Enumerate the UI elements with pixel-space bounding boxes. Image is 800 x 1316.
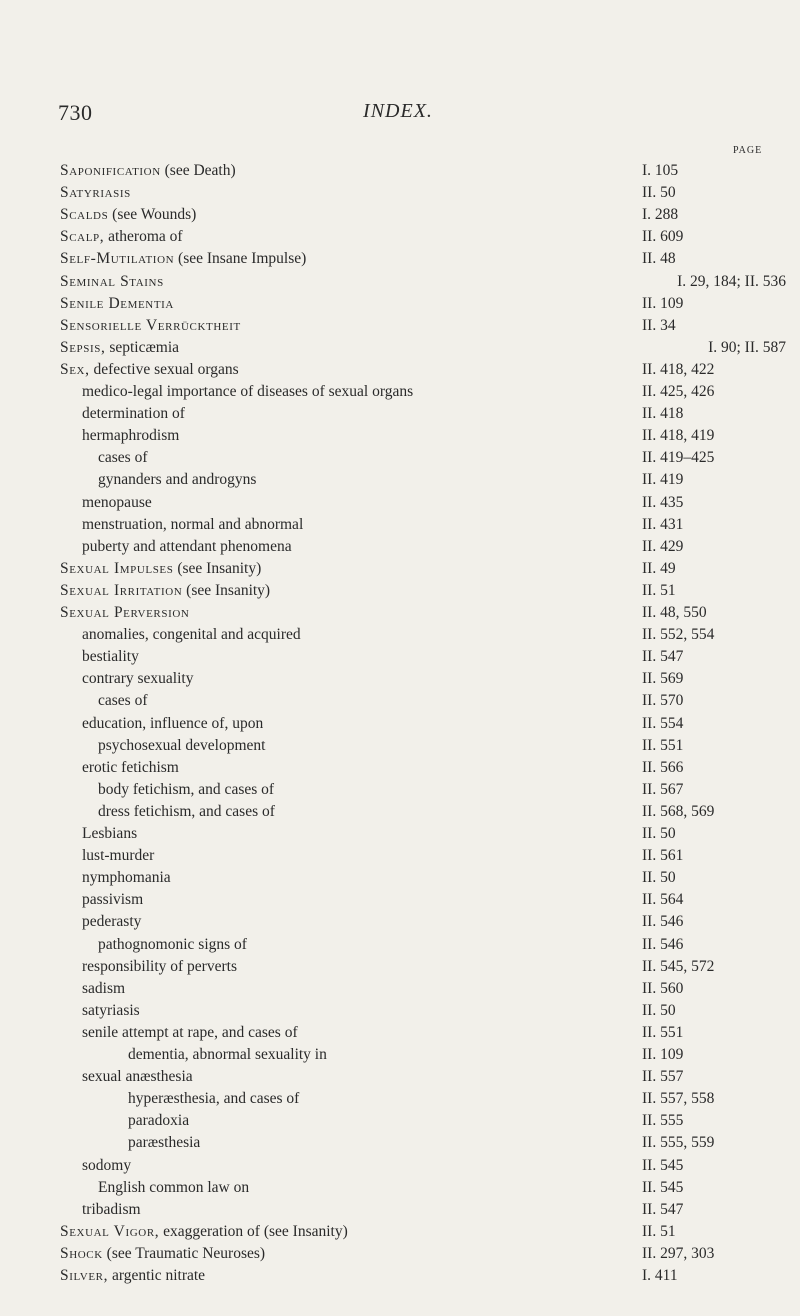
entry-term xyxy=(60,204,640,226)
entry-page-reference: II. 51 xyxy=(640,580,790,602)
index-entry xyxy=(0,359,800,381)
entry-text xyxy=(128,1112,192,1129)
entry-page-reference: II. 557, 558 xyxy=(640,1088,790,1110)
entry-heading: Senile Dementia xyxy=(60,294,174,312)
entry-page-reference: II. 50 xyxy=(640,182,790,204)
index-entry xyxy=(0,602,800,624)
entry-page-reference: II. 34 xyxy=(640,315,790,337)
entry-subtext: hermaphrodism xyxy=(82,427,180,445)
entry-text xyxy=(82,980,128,997)
entry-heading: Sensorielle Verrücktheit xyxy=(60,316,241,334)
entry-page-reference: II. 48, 550 xyxy=(640,602,790,624)
entry-text xyxy=(60,1223,351,1240)
entry-subtext: pederasty xyxy=(82,913,142,931)
entry-heading: Saponification xyxy=(60,162,161,179)
entry-term xyxy=(82,1000,640,1022)
entry-subtext: (see Death) xyxy=(160,162,236,179)
entry-page-reference: I. 411 xyxy=(640,1265,790,1287)
page-running-title: INDEX. xyxy=(363,100,433,122)
entry-subtext: body fetichism, and cases of xyxy=(98,780,275,798)
entry-term xyxy=(82,425,640,447)
entry-heading: Scalds xyxy=(60,206,109,224)
entry-term xyxy=(82,845,640,867)
entry-text xyxy=(82,1002,143,1019)
entry-term xyxy=(60,315,640,337)
index-entry xyxy=(0,1110,800,1132)
entry-term xyxy=(128,1088,640,1110)
entry-subtext: menstruation, normal and abnormal xyxy=(82,515,304,533)
index-entry xyxy=(0,337,800,359)
entry-page-reference: II. 557 xyxy=(640,1066,790,1088)
entry-term xyxy=(82,823,640,845)
entry-term xyxy=(98,735,640,757)
entry-term xyxy=(60,337,680,359)
entry-subtext: gynanders and androgyns xyxy=(98,471,257,489)
entry-subtext: dementia, abnormal sexuality in xyxy=(128,1046,327,1063)
entry-page-reference: II. 568, 569 xyxy=(640,801,790,823)
entry-subtext: erotic fetichism xyxy=(82,758,179,776)
entry-subtext: education, influence of, upon xyxy=(82,714,264,732)
entry-text xyxy=(98,1179,252,1196)
entry-subtext: sadism xyxy=(82,979,126,997)
entry-text xyxy=(82,626,304,643)
entry-heading: Sexual Irritation xyxy=(60,581,183,599)
entry-text xyxy=(82,891,146,908)
entry-term xyxy=(60,293,640,315)
entry-page-reference: II. 50 xyxy=(640,823,790,845)
entry-page-reference: II. 547 xyxy=(640,646,790,668)
entry-text xyxy=(82,958,240,975)
entry-page-reference: II. 545 xyxy=(640,1155,790,1177)
page-header xyxy=(58,100,738,130)
entry-subtext: cases of xyxy=(98,449,148,467)
index-entry xyxy=(0,492,800,514)
entry-page-reference: II. 48 xyxy=(640,248,790,270)
entry-text xyxy=(60,1245,268,1262)
entry-text xyxy=(60,317,244,334)
entry-subtext: pathognomonic signs of xyxy=(98,935,247,953)
entry-text xyxy=(98,692,151,709)
index-entry xyxy=(0,1177,800,1199)
entry-page-reference: II. 297, 303 xyxy=(640,1243,790,1265)
index-entry xyxy=(0,514,800,536)
entry-text xyxy=(82,1157,134,1174)
entry-heading: Sexual Perversion xyxy=(60,604,190,621)
entry-term xyxy=(60,602,640,624)
entry-heading: Sexual Impulses xyxy=(60,559,174,577)
entry-term xyxy=(82,403,640,425)
entry-term xyxy=(82,646,640,668)
entry-page-reference: II. 545, 572 xyxy=(640,956,790,978)
entry-page-reference: II. 425, 426 xyxy=(640,381,790,403)
entry-text xyxy=(98,737,268,754)
entry-subtext: puberty and attendant phenomena xyxy=(82,537,292,555)
entry-page-reference: II. 555 xyxy=(640,1110,790,1132)
entry-text xyxy=(82,1024,301,1041)
entry-text xyxy=(128,1134,203,1151)
entry-subtext: atheroma of xyxy=(104,228,183,246)
entry-subtext: psychosexual development xyxy=(98,736,266,754)
entry-text xyxy=(60,1267,208,1284)
index-entry xyxy=(0,558,800,580)
entry-page-reference: II. 109 xyxy=(640,293,790,315)
page-number: 730 xyxy=(58,100,93,125)
entry-subtext: lust-murder xyxy=(82,847,155,865)
entry-term xyxy=(60,1243,640,1265)
entry-page-reference: II. 545 xyxy=(640,1177,790,1199)
entry-term xyxy=(82,381,640,403)
index-entry xyxy=(0,1066,800,1088)
index-entry xyxy=(0,735,800,757)
index-entry xyxy=(0,867,800,889)
entry-subtext: (see Insanity) xyxy=(173,559,262,577)
entry-page-reference: II. 569 xyxy=(640,668,790,690)
entry-subtext: septicæmia xyxy=(105,338,180,356)
entry-heading: Self-Mutilation xyxy=(60,250,175,268)
entry-text xyxy=(60,604,192,621)
index-entry xyxy=(0,248,800,270)
entry-term xyxy=(82,757,640,779)
entry-page-reference: II. 551 xyxy=(640,1022,790,1044)
entry-text xyxy=(82,538,295,555)
entry-term xyxy=(98,690,640,712)
index-entry xyxy=(0,1000,800,1022)
entry-term xyxy=(60,271,642,293)
entry-term xyxy=(60,226,640,248)
index-entry xyxy=(0,403,800,425)
entry-term xyxy=(98,1177,640,1199)
entry-term xyxy=(82,978,640,1000)
entry-term xyxy=(98,447,640,469)
entry-text xyxy=(60,184,134,201)
index-entry xyxy=(0,1265,800,1287)
entry-subtext: anomalies, congenital and acquired xyxy=(82,626,301,644)
index-entry xyxy=(0,1221,800,1243)
entry-page-reference: I. 105 xyxy=(640,160,790,182)
index-entry xyxy=(0,624,800,646)
index-entry xyxy=(0,580,800,602)
entry-subtext: paradoxia xyxy=(128,1112,190,1130)
entry-page-reference: II. 435 xyxy=(640,492,790,514)
entry-text xyxy=(82,670,196,687)
entry-subtext: sexual anæsthesia xyxy=(82,1068,193,1086)
entry-page-reference: II. 51 xyxy=(640,1221,790,1243)
entry-text xyxy=(98,781,277,798)
entry-page-reference: II. 546 xyxy=(640,934,790,956)
entry-term xyxy=(128,1132,640,1154)
entry-term xyxy=(82,1022,640,1044)
index-entry xyxy=(0,956,800,978)
entry-page-reference: I. 29, 184; II. 536 xyxy=(675,271,786,293)
index-entry xyxy=(0,1044,800,1066)
entry-term xyxy=(82,867,640,889)
index-entry xyxy=(0,1132,800,1154)
entry-page-reference: II. 609 xyxy=(640,226,790,248)
entry-subtext: argentic nitrate xyxy=(108,1267,206,1284)
entry-page-reference: II. 431 xyxy=(640,514,790,536)
entry-page-reference: II. 552, 554 xyxy=(640,624,790,646)
entry-subtext: (see Insane Impulse) xyxy=(174,250,307,268)
entry-term xyxy=(82,536,640,558)
entry-subtext: dress fetichism, and cases of xyxy=(98,802,275,820)
entry-term xyxy=(82,889,640,911)
index-entry xyxy=(0,978,800,1000)
entry-page-reference: II. 49 xyxy=(640,558,790,580)
entry-page-reference: II. 546 xyxy=(640,911,790,933)
index-entry xyxy=(0,1243,800,1265)
entry-page-reference: II. 50 xyxy=(640,867,790,889)
entry-page-reference: II. 566 xyxy=(640,757,790,779)
index-entry xyxy=(0,889,800,911)
index-entry xyxy=(0,204,800,226)
entry-page-reference: II. 429 xyxy=(640,536,790,558)
entry-text xyxy=(60,582,273,599)
index-entry xyxy=(0,293,800,315)
entry-term xyxy=(82,668,640,690)
entry-subtext: bestiality xyxy=(82,648,139,666)
entry-term xyxy=(98,469,640,491)
entry-term xyxy=(82,911,640,933)
entry-term xyxy=(60,1221,640,1243)
entry-subtext: menopause xyxy=(82,493,152,511)
entry-page-reference: II. 547 xyxy=(640,1199,790,1221)
entry-term xyxy=(82,1066,640,1088)
entry-subtext: medico-legal importance of diseases of sexual organs xyxy=(82,383,414,400)
entry-subtext: tribadism xyxy=(82,1200,141,1218)
entry-term xyxy=(98,801,640,823)
entry-page-reference: II. 564 xyxy=(640,889,790,911)
entry-heading: Sex, xyxy=(60,360,90,378)
entry-text xyxy=(82,715,266,732)
entry-heading: Sepsis, xyxy=(60,338,106,356)
entry-text xyxy=(60,560,264,577)
index-entry xyxy=(0,668,800,690)
entry-subtext: determination of xyxy=(82,405,185,423)
index-entry xyxy=(0,757,800,779)
index-entry xyxy=(0,315,800,337)
index-entry xyxy=(0,425,800,447)
entry-term xyxy=(60,1265,640,1287)
entry-subtext: contrary sexuality xyxy=(82,670,194,688)
entry-page-reference: I. 288 xyxy=(640,204,790,226)
entry-term xyxy=(60,160,640,182)
entry-page-reference: II. 50 xyxy=(640,1000,790,1022)
entry-subtext: responsibility of perverts xyxy=(82,957,237,975)
entry-text xyxy=(82,869,174,886)
entry-page-reference: II. 561 xyxy=(640,845,790,867)
index-entry xyxy=(0,536,800,558)
entry-term xyxy=(60,248,640,270)
entry-text xyxy=(60,250,309,267)
index-entry xyxy=(0,447,800,469)
entry-text xyxy=(82,759,182,776)
entry-term xyxy=(98,779,640,801)
entry-text xyxy=(98,471,259,488)
entry-text xyxy=(60,339,182,356)
index-entry xyxy=(0,801,800,823)
entry-subtext: defective sexual organs xyxy=(89,360,239,378)
entry-text xyxy=(82,1201,144,1218)
index-entry xyxy=(0,1199,800,1221)
entry-heading: Silver, xyxy=(60,1267,109,1284)
entry-subtext: exaggeration of (see Insanity) xyxy=(159,1222,348,1240)
entry-subtext: senile attempt at rape, and cases of xyxy=(82,1023,298,1041)
entry-term xyxy=(60,580,640,602)
entry-heading: Sexual Vigor, xyxy=(60,1222,160,1240)
entry-subtext: (see Traumatic Neuroses) xyxy=(102,1244,266,1262)
entry-text xyxy=(82,913,144,930)
entry-text xyxy=(82,648,142,665)
index-entry xyxy=(0,1088,800,1110)
page-column-label: PAGE xyxy=(733,145,763,156)
entry-subtext: satyriasis xyxy=(82,1001,140,1019)
index-entry xyxy=(0,1022,800,1044)
index-entry xyxy=(0,1155,800,1177)
entry-subtext: hyperæsthesia, and cases of xyxy=(128,1090,300,1108)
entry-page-reference: II. 418, 422 xyxy=(640,359,790,381)
entry-term xyxy=(82,514,640,536)
entry-page-reference: II. 554 xyxy=(640,713,790,735)
entry-subtext: Lesbians xyxy=(82,825,138,842)
entry-text xyxy=(98,803,278,820)
entry-term xyxy=(82,624,640,646)
entry-term xyxy=(82,1199,640,1221)
entry-page-reference: II. 567 xyxy=(640,779,790,801)
entry-text xyxy=(60,361,242,378)
index-entry xyxy=(0,911,800,933)
index-entry xyxy=(0,646,800,668)
entry-text xyxy=(60,273,167,290)
entry-subtext: passivism xyxy=(82,891,144,909)
entry-text xyxy=(82,383,416,400)
entry-term xyxy=(60,359,640,381)
entry-term xyxy=(82,1155,640,1177)
index-entry xyxy=(0,779,800,801)
index-entry xyxy=(0,934,800,956)
entry-subtext: (see Insanity) xyxy=(182,581,271,599)
entry-subtext: cases of xyxy=(98,692,148,710)
entry-text xyxy=(98,936,250,953)
entry-term xyxy=(60,558,640,580)
entry-page-reference: I. 90; II. 587 xyxy=(706,337,786,359)
entry-page-reference: II. 419–425 xyxy=(640,447,790,469)
entry-text xyxy=(82,825,140,842)
entry-page-reference: II. 109 xyxy=(640,1044,790,1066)
entry-text xyxy=(82,494,155,511)
entry-text xyxy=(82,516,306,533)
index-entry xyxy=(0,713,800,735)
entry-text xyxy=(82,427,182,444)
entry-text xyxy=(60,295,177,312)
entry-term xyxy=(128,1044,640,1066)
index-entry xyxy=(0,381,800,403)
index-entry xyxy=(0,469,800,491)
entry-page-reference: II. 419 xyxy=(640,469,790,491)
index-entry xyxy=(0,823,800,845)
entry-text xyxy=(82,1068,196,1085)
entry-subtext: paræsthesia xyxy=(128,1134,201,1152)
entry-page-reference: II. 555, 559 xyxy=(640,1132,790,1154)
entry-text xyxy=(60,206,199,223)
entry-text xyxy=(128,1046,330,1063)
entry-subtext: English common law on xyxy=(98,1178,250,1196)
entry-heading: Shock xyxy=(60,1244,103,1262)
index-entry xyxy=(0,160,800,182)
entry-text xyxy=(60,228,186,245)
entry-heading: Scalp, xyxy=(60,228,105,246)
index-entry xyxy=(0,182,800,204)
entry-page-reference: II. 418, 419 xyxy=(640,425,790,447)
entry-heading: Satyriasis xyxy=(60,184,131,202)
entry-text xyxy=(60,162,239,179)
entry-page-reference: II. 551 xyxy=(640,735,790,757)
entry-heading: Seminal Stains xyxy=(60,272,164,290)
entry-subtext: (see Wounds) xyxy=(108,206,197,224)
entry-text xyxy=(82,847,157,864)
entry-subtext: sodomy xyxy=(82,1156,132,1174)
index-entry xyxy=(0,226,800,248)
entry-page-reference: II. 418 xyxy=(640,403,790,425)
entry-text xyxy=(98,449,151,466)
entry-term xyxy=(128,1110,640,1132)
entry-term xyxy=(98,934,640,956)
entry-page-reference: II. 560 xyxy=(640,978,790,1000)
entry-text xyxy=(128,1090,302,1107)
entry-term xyxy=(82,956,640,978)
entry-term xyxy=(82,492,640,514)
entry-page-reference: II. 570 xyxy=(640,690,790,712)
index-entry xyxy=(0,845,800,867)
entry-subtext: nymphomania xyxy=(82,869,171,887)
index-entry xyxy=(0,271,800,293)
entry-term xyxy=(60,182,640,204)
entry-term xyxy=(82,713,640,735)
index-entry xyxy=(0,690,800,712)
entry-text xyxy=(82,405,188,422)
